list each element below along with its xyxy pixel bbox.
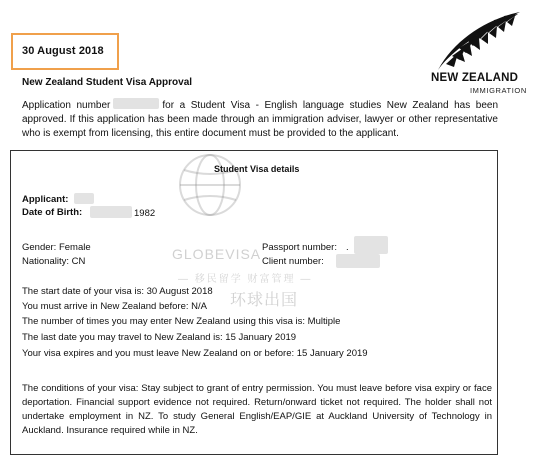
arrive-prefix: You must arrive in New Zealand before: <box>22 301 189 312</box>
conditions-paragraph: The conditions of your visa: Stay subject to grant of entry permission. You must leave before visa expiry or face deportation. Financial support evidence not required. Return/onward ticket not required. The holder shall not undertake employment in NZ. To study General English/EAP/GIE at Auckland University of Technology in Auckland. Insurance required while in NZ. <box>22 383 492 436</box>
intro-paragraph <box>22 98 498 140</box>
dob-year: 1982 <box>134 208 156 219</box>
passport-redacted <box>354 236 388 254</box>
dob-redacted <box>90 206 132 218</box>
letter-heading: New Zealand Student Visa Approval <box>22 77 193 88</box>
watermark-brand: GLOBEVISA <box>172 246 262 262</box>
logo-subtitle: IMMIGRATION <box>470 86 527 95</box>
applicant-name-redacted <box>74 193 94 204</box>
application-number-redacted <box>113 98 159 109</box>
client-number-redacted <box>336 254 380 268</box>
applicant-label: Applicant: <box>22 194 69 205</box>
intro-text: for a Student Visa - English language studies New Zealand has been approved. If this application has been made through an immigration adviser, lawyer or other representative who is exempt from licensing, this entire document must be provided to the applicant. <box>22 100 498 139</box>
last-travel-line: The last date you may travel to New Zealand is: 15 January 2019 <box>22 332 297 343</box>
passport-value: . <box>346 242 349 253</box>
intro-prefix: Application number <box>22 100 111 111</box>
passport-label: Passport number: <box>262 242 337 253</box>
client-label: Client number: <box>262 256 324 267</box>
dob-label: Date of Birth: <box>22 207 83 218</box>
start-date-line: The start date of your visa is: 30 August 2018 <box>22 286 213 297</box>
gender-field: Gender: Female <box>22 242 91 253</box>
watermark-tagline: — 移民留学 财富管理 — <box>178 274 313 285</box>
entries-line: The number of times you may enter New Zealand using this visa is: Multiple <box>22 316 341 327</box>
nationality-field: Nationality: CN <box>22 256 86 267</box>
letter-date: 30 August 2018 <box>22 45 104 57</box>
details-title: Student Visa details <box>214 164 300 174</box>
logo-name: NEW ZEALAND <box>431 72 519 84</box>
expiry-line: Your visa expires and you must leave New Zealand on or before: 15 January 2019 <box>22 348 368 359</box>
watermark-chinese: 环球出国 <box>230 292 299 309</box>
arrive-line <box>22 301 207 312</box>
arrive-value: N/A <box>191 301 207 312</box>
